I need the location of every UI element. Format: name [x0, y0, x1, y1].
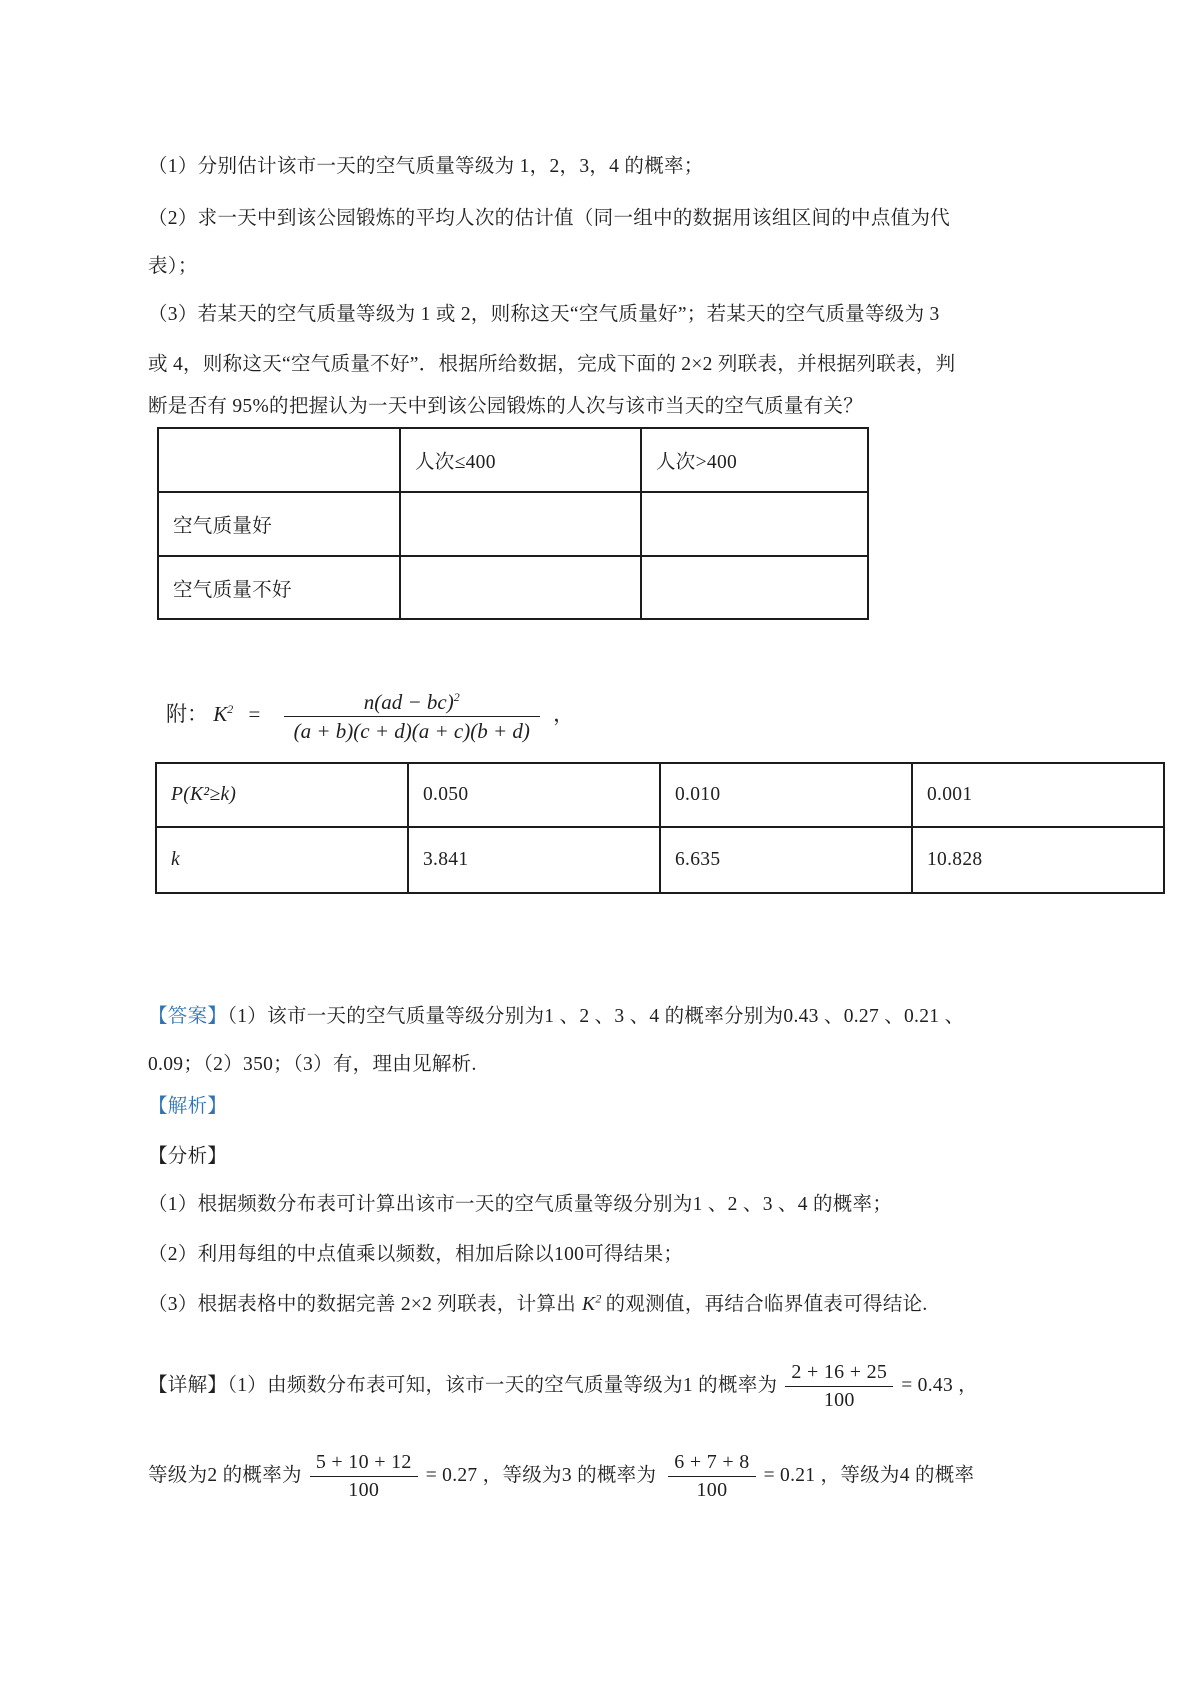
formula-lhs: K	[213, 702, 228, 726]
answer-label: 【答案】	[148, 1006, 228, 1027]
critical-row2-label: k	[156, 827, 408, 893]
question-line-3: 表）；	[148, 256, 198, 277]
fraction-grade2: $\frac{5 + 10 + 12}{100}$	[310, 1449, 418, 1504]
critical-value: 0.001	[912, 763, 1164, 827]
contingency-empty-cell	[400, 492, 641, 556]
formula-fraction: $\frac{n(ad - bc)^2}{(a + b)(c + d)(a + c)(b + d)}$	[284, 688, 540, 745]
formula-comma: ，	[553, 702, 575, 726]
fraction-grade1: $\frac{2 + 16 + 25}{100}$	[785, 1359, 893, 1414]
question-line-4: （3）若某天的空气质量等级为 1 或 2，则称这天“空气质量好”；若某天的空气质量等级为 3	[148, 304, 940, 325]
contingency-row-label-bad: 空气质量不好	[158, 556, 400, 619]
contingency-empty-cell	[641, 556, 868, 619]
analysis-point-2: （2）利用每组的中点值乘以频数，相加后除以100可得结果；	[148, 1244, 684, 1265]
contingency-table	[157, 427, 869, 620]
answer-line-2: 0.09；（2）350；（3）有，理由见解析.	[148, 1054, 477, 1075]
contingency-header-le400: 人次≤400	[400, 428, 641, 492]
analysis-point-3: （3）根据表格中的数据完善 2×2 列联表，计算出 $K^2$ 的观测值，再结合临界值表可得结论.	[148, 1291, 928, 1315]
critical-value: 3.841	[408, 827, 660, 893]
question-line-2: （2）求一天中到该公园锻炼的平均人次的估计值（同一组中的数据用该组区间的中点值为代	[148, 208, 951, 229]
fenxi-label: 【分析】	[148, 1146, 228, 1167]
solution-line-1: 【详解】（1）由频数分布表可知，该市一天的空气质量等级为1 的概率为 $\frac{2 + 16 + 25}{100}$ = 0.43 ，	[148, 1352, 982, 1420]
contingency-empty-cell	[641, 492, 868, 556]
critical-value: 10.828	[912, 827, 1164, 893]
fraction-grade3: $\frac{6 + 7 + 8}{100}$	[668, 1449, 755, 1504]
analysis-point-1: （1）根据频数分布表可计算出该市一天的空气质量等级分别为1 、2 、3 、4 的概率；	[148, 1194, 893, 1215]
solution-line-2: 等级为2 的概率为 $\frac{5 + 10 + 12}{100}$ = 0.27 ，等级为3 的概率为 $\frac{6 + 7 + 8}{100}$ = 0.21 ，等级为4 的概率	[148, 1442, 978, 1510]
question-line-1: （1）分别估计该市一天的空气质量等级为 1，2，3，4 的概率；	[148, 156, 704, 177]
critical-value-table	[155, 762, 1165, 894]
critical-value: 6.635	[660, 827, 912, 893]
contingency-empty-cell	[400, 556, 641, 619]
critical-value: 0.010	[660, 763, 912, 827]
contingency-row-label-good: 空气质量好	[158, 492, 400, 556]
formula-equals: =	[248, 702, 261, 726]
critical-value: 0.050	[408, 763, 660, 827]
question-line-5: 或 4，则称这天“空气质量不好”．根据所给数据，完成下面的 2×2 列联表，并根据列联表，判	[148, 354, 956, 375]
jiexi-label: 【解析】	[148, 1096, 228, 1117]
contingency-corner-cell	[158, 428, 400, 492]
xiangjie-label: 【详解】	[148, 1375, 228, 1396]
k-squared-formula: 附： $K^2$ = $\frac{n(ad - bc)^2}{(a + b)(c + d)(a + c)(b + d)}$ ，	[166, 689, 575, 743]
formula-prefix: 附：	[166, 702, 208, 726]
critical-row1-label: P(K²≥k)	[156, 763, 408, 827]
question-line-6: 断是否有 95%的把握认为一天中到该公园锻炼的人次与该市当天的空气质量有关？	[148, 396, 864, 417]
answer-line-1: 【答案】（1）该市一天的空气质量等级分别为1 、2 、3 、4 的概率分别为0.43 、0.27 、0.21 、	[148, 1006, 965, 1027]
contingency-header-gt400: 人次>400	[641, 428, 868, 492]
